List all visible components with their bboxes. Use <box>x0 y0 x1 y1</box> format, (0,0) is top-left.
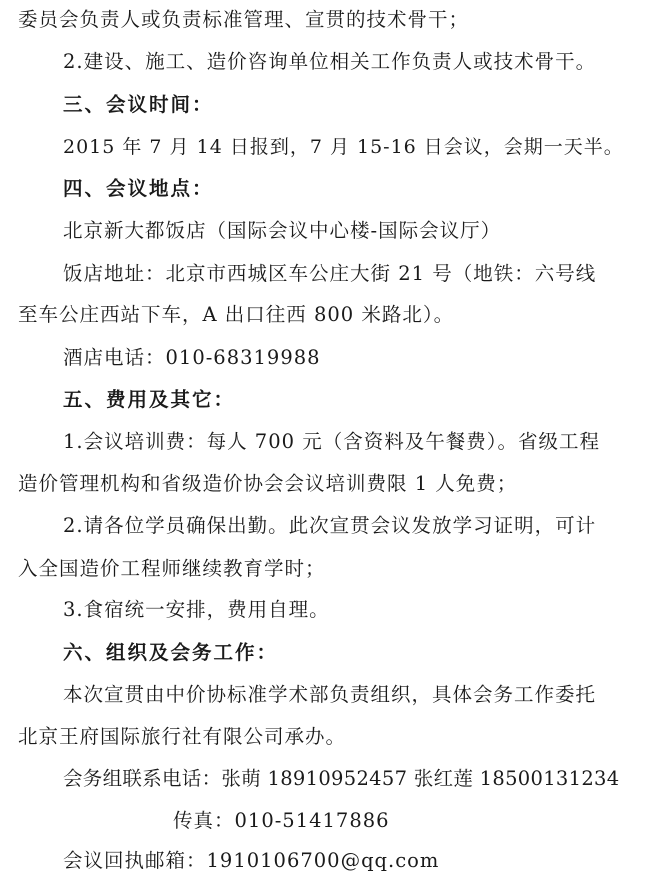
section-heading: 四、会议地点： <box>63 177 214 200</box>
text-line: 本次宣贯由中价协标准学术部负责组织，具体会务工作委托 <box>63 683 597 706</box>
list-item: 2.请各位学员确保出勤。此次宣贯会议发放学习证明，可计 <box>63 514 597 537</box>
list-item: 2.建设、施工、造价咨询单位相关工作负责人或技术骨干。 <box>63 50 597 73</box>
text-line: 至车公庄西站下车，A 出口往西 800 米路北）。 <box>18 303 455 326</box>
section-heading: 三、会议时间： <box>63 93 214 116</box>
email-line: 会议回执邮箱：1910106700@qq.com <box>63 849 440 872</box>
list-item: 3.食宿统一安排，费用自理。 <box>63 598 330 621</box>
list-item: 1.会议培训费：每人 700 元（含资料及午餐费）。省级工程 <box>63 430 600 453</box>
text-line: 2015 年 7 月 14 日报到，7 月 15-16 日会议，会期一天半。 <box>63 136 624 158</box>
text-line: 酒店电话：010-68319988 <box>63 346 321 369</box>
section-heading: 六、组织及会务工作： <box>63 641 279 664</box>
text-line: 入全国造价工程师继续教育学时； <box>18 557 326 580</box>
fax-line: 传真：010-51417886 <box>173 809 390 832</box>
text-line: 造价管理机构和省级造价协会会议培训费限 1 人免费； <box>18 472 518 495</box>
section-heading: 五、费用及其它： <box>63 388 236 411</box>
text-line: 北京王府国际旅行社有限公司承办。 <box>18 725 347 748</box>
text-line: 北京新大都饭店（国际会议中心楼-国际会议厅） <box>63 219 502 242</box>
contact-phone-line: 会务组联系电话：张萌 18910952457 张红莲 18500131234 <box>63 767 620 790</box>
text-line: 委员会负责人或负责标准管理、宣贯的技术骨干； <box>18 8 470 31</box>
text-line: 饭店地址：北京市西城区车公庄大街 21 号（地铁：六号线 <box>63 262 597 285</box>
